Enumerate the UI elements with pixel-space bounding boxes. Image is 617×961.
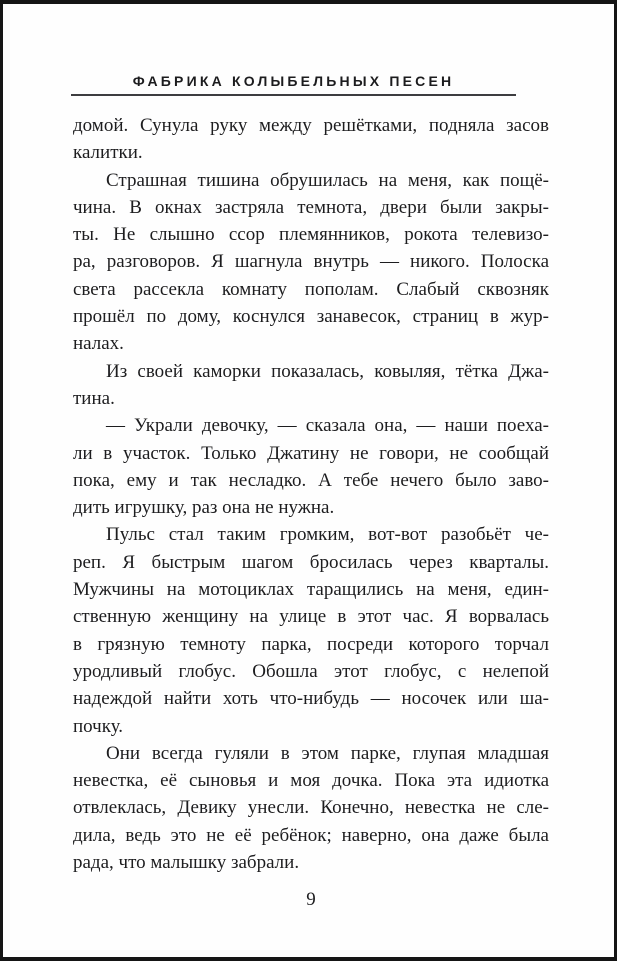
text-line: реп. Я быстрым шагом бросилась через кварталы. [73, 551, 549, 573]
text-line: Из своей каморки показалась, ковыляя, тётка Джа- [106, 360, 549, 382]
text-line: чина. В окнах застряла темнота, двери были закры- [73, 196, 549, 218]
paragraph [73, 412, 549, 521]
text-line: дила, ведь это не её ребёнок; наверно, она даже была [73, 824, 549, 846]
text-line: тина. [73, 387, 115, 409]
text-line: надеждой найти хоть что-нибудь — носочек или ша- [73, 688, 549, 710]
paragraph [73, 358, 549, 413]
text-line: налах. [73, 333, 124, 355]
paragraph [73, 521, 549, 739]
text-line: света рассекла комнату пополам. Слабый сквозняк [73, 278, 549, 300]
text-line: Они всегда гуляли в этом парке, глупая младшая [106, 742, 549, 764]
header-rule [71, 94, 516, 96]
text-line: почку. [73, 715, 124, 737]
text-line: Мужчины на мотоциклах таращились на меня, един- [73, 579, 549, 601]
text-line: уродливый глобус. Обошла этот глобус, с нелепой [73, 660, 549, 682]
text-line: ты. Не слышно ссор племянников, рокота телевизо- [73, 224, 549, 246]
text-line: в грязную темноту парка, посреди которого торчал [73, 633, 549, 655]
text-line: отвлеклась, Девику унесли. Конечно, невестка не сле- [73, 797, 549, 819]
text-line: — Украли девочку, — сказала она, — наши поеха- [106, 415, 549, 437]
text-line: невестка, её сыновья и моя дочка. Пока эта идиотка [73, 770, 549, 792]
running-header: ФАБРИКА КОЛЫБЕЛЬНЫХ ПЕСЕН [132, 73, 455, 89]
text-line: пока, ему и так несладко. А тебе нечего было заво- [73, 469, 549, 491]
page-number: 9 [306, 889, 316, 910]
text-line: калитки. [73, 142, 143, 164]
text-line: домой. Сунула руку между решётками, подняла засов [73, 115, 549, 136]
text-line: рада, что малышку забрали. [73, 852, 300, 874]
paragraph [73, 167, 549, 358]
paragraph [73, 740, 549, 876]
text-line: Страшная тишина обрушилась на меня, как пощё- [106, 169, 549, 191]
text-line: Пульс стал таким громким, вот-вот разобьёт че- [106, 524, 549, 546]
paragraph [73, 112, 549, 167]
text-block [73, 112, 549, 876]
text-line: прошёл по дому, коснулся занавесок, страниц в жур- [73, 306, 549, 328]
text-line: ра, разговоров. Я шагнула внутрь — никого. Полоска [73, 251, 549, 273]
text-line: ли в участок. Только Джатину не говори, не сообщай [73, 442, 549, 464]
text-line: ственную женщину на улице в этот час. Я ворвалась [73, 606, 549, 628]
text-line: дить игрушку, раз она не нужна. [73, 497, 335, 519]
